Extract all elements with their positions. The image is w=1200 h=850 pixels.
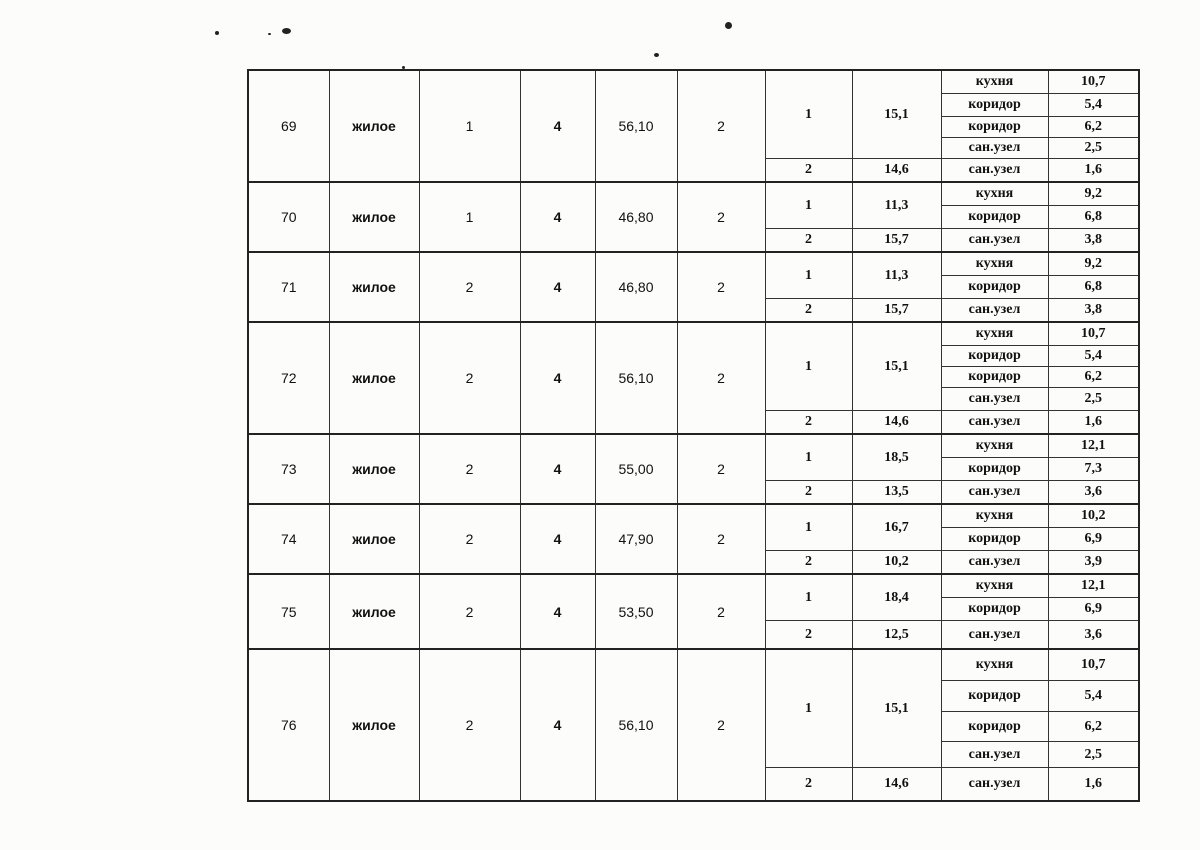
apartment-number: 74 xyxy=(248,504,329,574)
apartment-group xyxy=(248,322,1139,434)
auxiliary-room-name: сан.узел xyxy=(941,159,1048,183)
auxiliary-room-area: 6,8 xyxy=(1048,206,1139,229)
premises-type: жилое xyxy=(329,434,419,504)
apartment-group xyxy=(248,70,1139,182)
apartment-number: 70 xyxy=(248,182,329,252)
floor-number: 4 xyxy=(520,649,595,801)
room-count: 2 xyxy=(419,649,520,801)
balcony-count: 2 xyxy=(677,322,765,434)
auxiliary-room-name: коридор xyxy=(941,367,1048,388)
apartment-group xyxy=(248,504,1139,574)
scan-speck xyxy=(268,33,271,35)
floor-number: 4 xyxy=(520,70,595,182)
living-room-area: 11,3 xyxy=(852,182,941,229)
auxiliary-room-area: 6,2 xyxy=(1048,712,1139,742)
table-row xyxy=(248,252,1139,276)
auxiliary-room-area: 5,4 xyxy=(1048,94,1139,117)
premises-type: жилое xyxy=(329,182,419,252)
living-room-area: 13,5 xyxy=(852,481,941,505)
living-room-number: 1 xyxy=(765,574,852,621)
total-area: 47,90 xyxy=(595,504,677,574)
scan-speck xyxy=(654,53,659,57)
apartment-room-table xyxy=(247,69,1140,802)
living-room-area: 15,1 xyxy=(852,70,941,159)
auxiliary-room-area: 2,5 xyxy=(1048,138,1139,159)
balcony-count: 2 xyxy=(677,182,765,252)
total-area: 53,50 xyxy=(595,574,677,649)
auxiliary-room-name: сан.узел xyxy=(941,229,1048,253)
auxiliary-room-area: 5,4 xyxy=(1048,681,1139,712)
auxiliary-room-area: 2,5 xyxy=(1048,742,1139,768)
living-room-area: 15,7 xyxy=(852,229,941,253)
premises-type: жилое xyxy=(329,252,419,322)
living-room-area: 15,1 xyxy=(852,322,941,411)
auxiliary-room-name: кухня xyxy=(941,182,1048,206)
scan-speck xyxy=(215,31,219,35)
floor-number: 4 xyxy=(520,252,595,322)
premises-type: жилое xyxy=(329,504,419,574)
scan-speck xyxy=(282,28,291,34)
auxiliary-room-name: сан.узел xyxy=(941,742,1048,768)
apartment-number: 73 xyxy=(248,434,329,504)
table-row xyxy=(248,70,1139,94)
living-room-number: 2 xyxy=(765,299,852,323)
apartment-number: 75 xyxy=(248,574,329,649)
room-count: 2 xyxy=(419,574,520,649)
auxiliary-room-area: 1,6 xyxy=(1048,159,1139,183)
apartment-number: 71 xyxy=(248,252,329,322)
balcony-count: 2 xyxy=(677,649,765,801)
auxiliary-room-name: сан.узел xyxy=(941,388,1048,411)
living-room-area: 15,7 xyxy=(852,299,941,323)
auxiliary-room-area: 6,9 xyxy=(1048,528,1139,551)
apartment-group xyxy=(248,649,1139,801)
table-row xyxy=(248,504,1139,528)
living-room-number: 1 xyxy=(765,649,852,768)
premises-type: жилое xyxy=(329,574,419,649)
auxiliary-room-name: кухня xyxy=(941,70,1048,94)
auxiliary-room-name: кухня xyxy=(941,504,1048,528)
apartment-number: 76 xyxy=(248,649,329,801)
total-area: 55,00 xyxy=(595,434,677,504)
auxiliary-room-name: коридор xyxy=(941,681,1048,712)
auxiliary-room-name: кухня xyxy=(941,649,1048,681)
auxiliary-room-area: 3,6 xyxy=(1048,621,1139,650)
total-area: 56,10 xyxy=(595,649,677,801)
living-room-number: 2 xyxy=(765,411,852,435)
living-room-area: 14,6 xyxy=(852,159,941,183)
total-area: 56,10 xyxy=(595,322,677,434)
table-row xyxy=(248,182,1139,206)
total-area: 56,10 xyxy=(595,70,677,182)
living-room-number: 1 xyxy=(765,322,852,411)
auxiliary-room-name: кухня xyxy=(941,434,1048,458)
auxiliary-room-area: 10,7 xyxy=(1048,322,1139,346)
balcony-count: 2 xyxy=(677,434,765,504)
total-area: 46,80 xyxy=(595,182,677,252)
floor-number: 4 xyxy=(520,574,595,649)
auxiliary-room-area: 3,8 xyxy=(1048,299,1139,323)
auxiliary-room-area: 10,2 xyxy=(1048,504,1139,528)
room-count: 2 xyxy=(419,322,520,434)
living-room-number: 1 xyxy=(765,504,852,551)
auxiliary-room-name: кухня xyxy=(941,252,1048,276)
auxiliary-room-name: сан.узел xyxy=(941,621,1048,650)
auxiliary-room-area: 9,2 xyxy=(1048,182,1139,206)
auxiliary-room-area: 5,4 xyxy=(1048,346,1139,367)
auxiliary-room-area: 6,9 xyxy=(1048,598,1139,621)
auxiliary-room-area: 2,5 xyxy=(1048,388,1139,411)
apartment-group xyxy=(248,182,1139,252)
premises-type: жилое xyxy=(329,70,419,182)
floor-number: 4 xyxy=(520,504,595,574)
auxiliary-room-area: 6,8 xyxy=(1048,276,1139,299)
auxiliary-room-name: коридор xyxy=(941,206,1048,229)
scan-speck xyxy=(725,22,732,29)
floor-number: 4 xyxy=(520,434,595,504)
living-room-area: 18,4 xyxy=(852,574,941,621)
auxiliary-room-area: 6,2 xyxy=(1048,117,1139,138)
living-room-area: 11,3 xyxy=(852,252,941,299)
auxiliary-room-name: коридор xyxy=(941,94,1048,117)
auxiliary-room-name: сан.узел xyxy=(941,138,1048,159)
living-room-area: 14,6 xyxy=(852,768,941,802)
auxiliary-room-area: 9,2 xyxy=(1048,252,1139,276)
auxiliary-room-area: 3,8 xyxy=(1048,229,1139,253)
room-count: 1 xyxy=(419,182,520,252)
auxiliary-room-area: 1,6 xyxy=(1048,768,1139,802)
apartment-number: 69 xyxy=(248,70,329,182)
auxiliary-room-name: кухня xyxy=(941,574,1048,598)
auxiliary-room-name: кухня xyxy=(941,322,1048,346)
living-room-area: 18,5 xyxy=(852,434,941,481)
living-room-number: 2 xyxy=(765,768,852,802)
balcony-count: 2 xyxy=(677,574,765,649)
table-row xyxy=(248,574,1139,598)
auxiliary-room-name: сан.узел xyxy=(941,299,1048,323)
apartment-group xyxy=(248,252,1139,322)
auxiliary-room-name: коридор xyxy=(941,458,1048,481)
living-room-area: 15,1 xyxy=(852,649,941,768)
table-row xyxy=(248,434,1139,458)
auxiliary-room-area: 12,1 xyxy=(1048,434,1139,458)
auxiliary-room-name: коридор xyxy=(941,346,1048,367)
auxiliary-room-name: сан.узел xyxy=(941,411,1048,435)
auxiliary-room-area: 1,6 xyxy=(1048,411,1139,435)
auxiliary-room-name: сан.узел xyxy=(941,481,1048,505)
auxiliary-room-name: коридор xyxy=(941,598,1048,621)
auxiliary-room-area: 7,3 xyxy=(1048,458,1139,481)
apartment-number: 72 xyxy=(248,322,329,434)
auxiliary-room-name: сан.узел xyxy=(941,768,1048,802)
auxiliary-room-area: 10,7 xyxy=(1048,70,1139,94)
floor-number: 4 xyxy=(520,322,595,434)
premises-type: жилое xyxy=(329,322,419,434)
apartment-group xyxy=(248,434,1139,504)
balcony-count: 2 xyxy=(677,70,765,182)
living-room-number: 2 xyxy=(765,551,852,575)
auxiliary-room-area: 3,6 xyxy=(1048,481,1139,505)
auxiliary-room-area: 10,7 xyxy=(1048,649,1139,681)
living-room-number: 1 xyxy=(765,182,852,229)
auxiliary-room-name: коридор xyxy=(941,276,1048,299)
room-count: 2 xyxy=(419,504,520,574)
living-room-area: 16,7 xyxy=(852,504,941,551)
auxiliary-room-name: сан.узел xyxy=(941,551,1048,575)
table-row xyxy=(248,649,1139,681)
room-count: 1 xyxy=(419,70,520,182)
premises-type: жилое xyxy=(329,649,419,801)
living-room-area: 14,6 xyxy=(852,411,941,435)
room-count: 2 xyxy=(419,434,520,504)
auxiliary-room-area: 12,1 xyxy=(1048,574,1139,598)
living-room-number: 1 xyxy=(765,252,852,299)
auxiliary-room-area: 3,9 xyxy=(1048,551,1139,575)
living-room-area: 10,2 xyxy=(852,551,941,575)
living-room-number: 2 xyxy=(765,159,852,183)
living-room-number: 2 xyxy=(765,229,852,253)
living-room-number: 2 xyxy=(765,481,852,505)
apartment-group xyxy=(248,574,1139,649)
total-area: 46,80 xyxy=(595,252,677,322)
auxiliary-room-name: коридор xyxy=(941,712,1048,742)
table-row xyxy=(248,322,1139,346)
living-room-number: 2 xyxy=(765,621,852,650)
auxiliary-room-name: коридор xyxy=(941,528,1048,551)
auxiliary-room-name: коридор xyxy=(941,117,1048,138)
room-count: 2 xyxy=(419,252,520,322)
living-room-number: 1 xyxy=(765,434,852,481)
living-room-number: 1 xyxy=(765,70,852,159)
balcony-count: 2 xyxy=(677,252,765,322)
floor-number: 4 xyxy=(520,182,595,252)
auxiliary-room-area: 6,2 xyxy=(1048,367,1139,388)
balcony-count: 2 xyxy=(677,504,765,574)
living-room-area: 12,5 xyxy=(852,621,941,650)
